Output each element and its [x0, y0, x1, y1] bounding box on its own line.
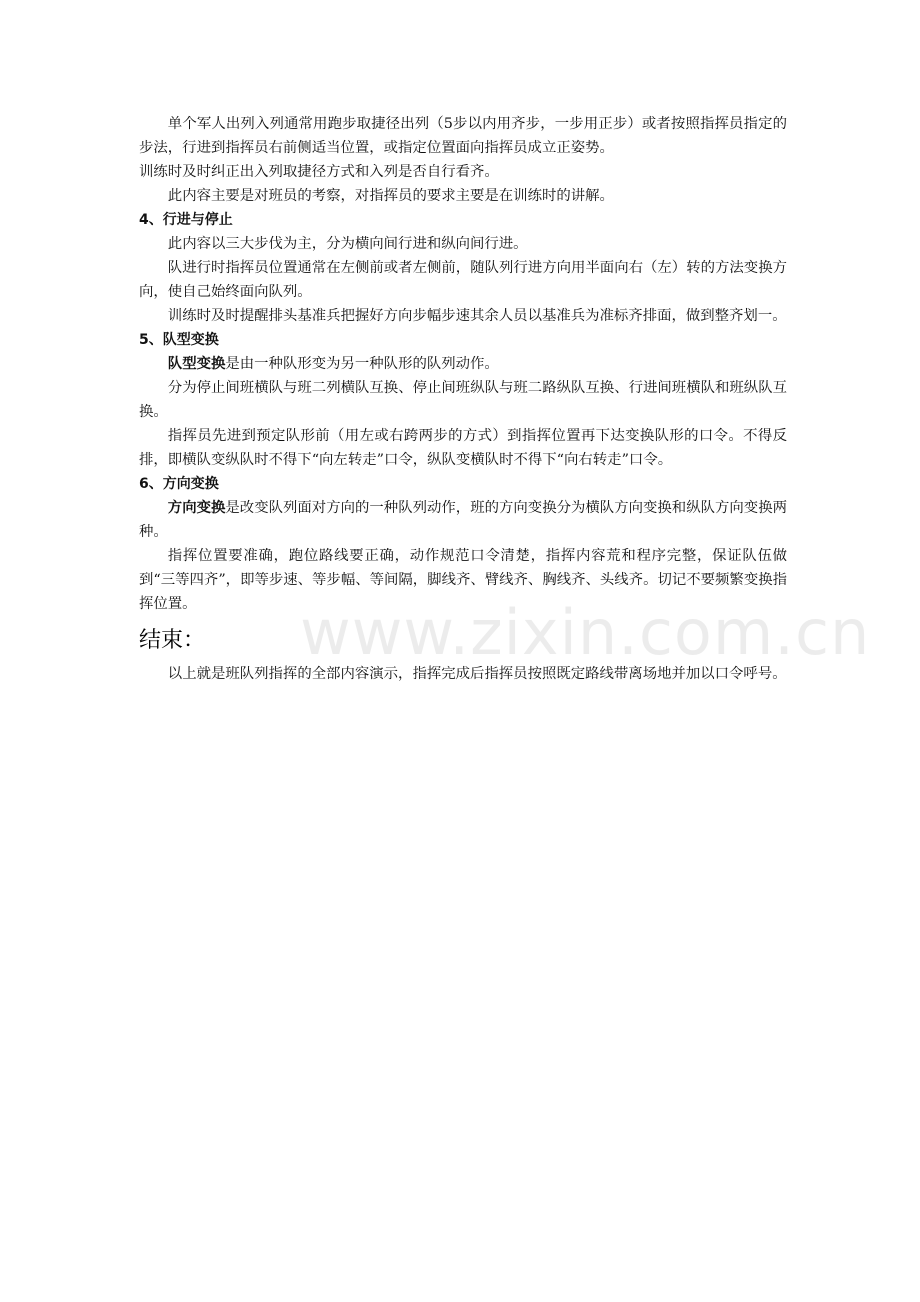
section-5-paragraph-2: 分为停止间班横队与班二列横队互换、停止间班纵队与班二路纵队互换、行进间班横队和班纵队互换。 — [139, 380, 787, 420]
section-6-definition: 是改变队列面对方向的一种队列动作，班的方向变换分为横队方向变换和纵队方向变换两种。 — [139, 500, 787, 540]
section-4-paragraph-1: 此内容以三大步伐为主，分为横向间行进和纵向间行进。 — [167, 236, 528, 252]
section-4-paragraph-2: 队进行时指挥员位置通常在左侧前或者左侧前，随队列行进方向用半面向右（左）转的方法变换方向，使自己始终面向队列。 — [139, 260, 787, 300]
intro-paragraph-2: 训练时及时纠正出入列取捷径方式和入列是否自行看齐。 — [139, 164, 499, 180]
ending-heading: 结束： — [139, 628, 206, 653]
section-5-paragraph-3: 指挥员先进到预定队形前（用左或右跨两步的方式）到指挥位置再下达变换队形的口令。不得反排，即横队变纵队时不得下“向左转走”口令，纵队变横队时不得下“向右转走”口令。 — [139, 428, 787, 468]
section-5-definition: 是由一种队形变为另一种队形的队列动作。 — [225, 356, 499, 372]
section-6-paragraph-1 — [139, 496, 787, 544]
section-4-heading: 4、行进与停止 — [139, 212, 233, 228]
section-6-paragraph-2: 指挥位置要准确，跑位路线要正确，动作规范口令清楚，指挥内容荒和程序完整，保证队伍做到“三等四齐”，即等步速、等步幅、等间隔，脚线齐、臂线齐、胸线齐、头线齐。切记不要频繁变换指挥位置。 — [139, 548, 787, 612]
intro-paragraph-1: 单个军人出列入列通常用跑步取捷径出列（5步以内用齐步，一步用正步）或者按照指挥员指定的步法，行进到指挥员右前侧适当位置，或指定位置面向指挥员成立正姿势。 — [139, 116, 787, 156]
section-5-paragraph-1 — [139, 352, 787, 376]
watermark: www.zixin.com.cn — [300, 596, 871, 669]
ending-paragraph: 以上就是班队列指挥的全部内容演示，指挥完成后指挥员按照既定路线带离场地并加以口令呼号。 — [167, 666, 787, 682]
section-6-term: 方向变换 — [167, 499, 226, 516]
section-5-heading: 5、队型变换 — [139, 332, 219, 348]
section-4-paragraph-3: 训练时及时提醒排头基准兵把握好方向步幅步速其余人员以基准兵为准标齐排面，做到整齐划一。 — [167, 308, 787, 324]
section-5-term: 队型变换 — [167, 355, 226, 372]
section-6-heading: 6、方向变换 — [139, 476, 219, 492]
intro-paragraph-3: 此内容主要是对班员的考察，对指挥员的要求主要是在训练时的讲解。 — [167, 188, 614, 204]
